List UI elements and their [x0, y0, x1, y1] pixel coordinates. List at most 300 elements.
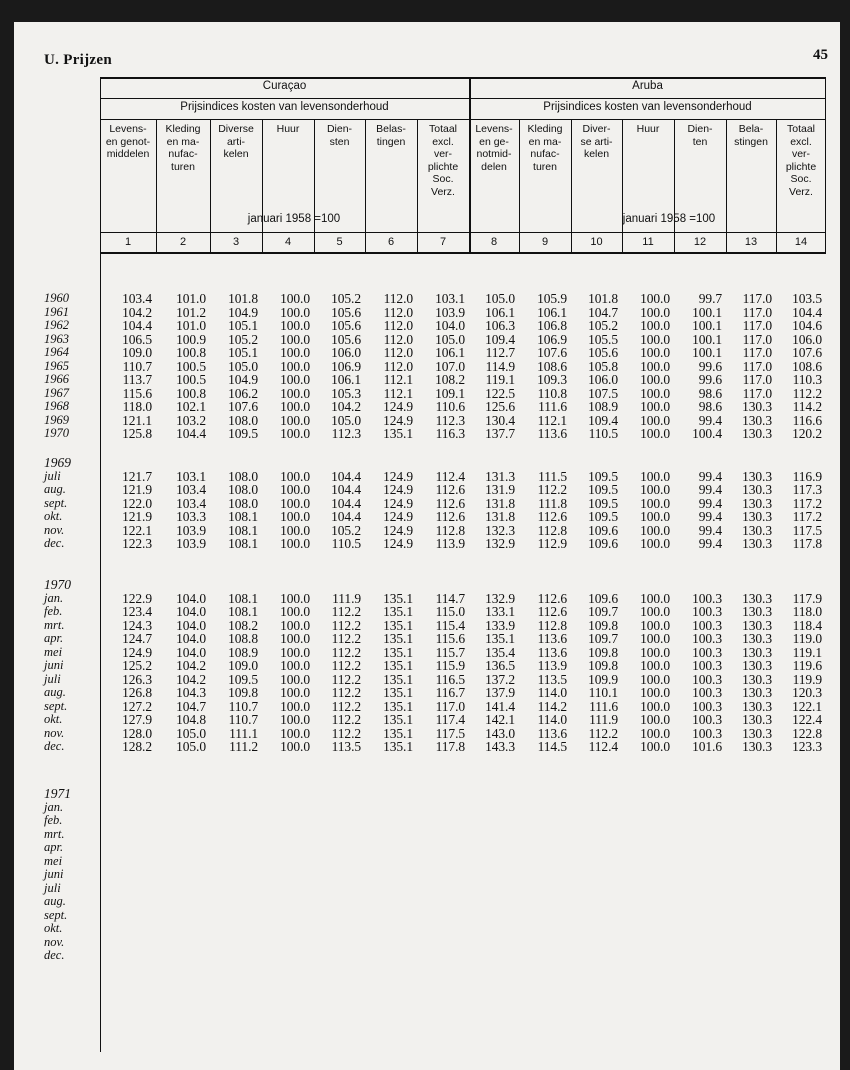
table-cell: 122.1 — [122, 522, 152, 538]
table-cell: 112.0 — [383, 358, 413, 374]
table-cell: 100.0 — [640, 590, 670, 606]
column-number: 12 — [693, 236, 707, 248]
table-cell: 99.7 — [698, 291, 722, 306]
table-cell: 117.3 — [792, 482, 822, 497]
table-cell: 102.1 — [176, 399, 206, 414]
column-header: Bela- stingen — [734, 123, 768, 148]
table-cell: 123.4 — [122, 604, 152, 619]
table-cell: 117.8 — [435, 739, 465, 754]
table-cell: 143.3 — [485, 739, 515, 754]
table-cell: 100.0 — [280, 644, 310, 660]
table-cell: 130.3 — [742, 426, 772, 441]
column-header: Totaal excl. ver- plichte Soc. Verz. — [427, 123, 459, 198]
table-cell: 109.7 — [588, 604, 618, 619]
table-cell: 115.6 — [122, 385, 152, 401]
table-cell: 105.6 — [331, 304, 361, 320]
rule-line — [100, 77, 826, 79]
table-cell: 124.9 — [383, 468, 413, 484]
table-cell: 112.2 — [331, 725, 361, 741]
table-cell: 108.9 — [228, 644, 258, 660]
table-cell: 109.6 — [588, 590, 618, 606]
table-cell: 124.9 — [383, 509, 413, 524]
table-cell: 112.6 — [537, 604, 567, 619]
table-cell: 100.0 — [280, 468, 310, 484]
table-cell: 106.3 — [485, 318, 515, 333]
table-cell: 121.1 — [122, 412, 152, 428]
table-cell: 110.1 — [588, 685, 618, 700]
table-cell: 112.0 — [383, 318, 413, 333]
table-cell: 112.8 — [537, 617, 567, 633]
table-cell: 105.6 — [331, 331, 361, 347]
table-cell: 116.7 — [435, 685, 465, 700]
table-cell: 100.9 — [176, 331, 206, 347]
table-cell: 101.0 — [176, 318, 206, 333]
table-cell: 100.0 — [640, 522, 670, 538]
row-label: mei — [44, 644, 63, 659]
table-cell: 113.9 — [435, 536, 465, 551]
table-cell: 109.8 — [588, 644, 618, 660]
row-label: juni — [44, 658, 64, 672]
table-cell: 130.3 — [742, 412, 772, 428]
table-cell: 104.4 — [331, 495, 361, 511]
table-cell: 100.8 — [176, 385, 206, 401]
column-header: Kleding en ma- nufac- turen — [165, 123, 201, 173]
table-cell: 114.9 — [485, 358, 515, 374]
table-cell: 112.0 — [383, 345, 413, 360]
table-cell: 112.2 — [331, 671, 361, 687]
table-cell: 100.0 — [280, 522, 310, 538]
table-cell: 112.2 — [792, 385, 822, 401]
table-cell: 108.0 — [228, 495, 258, 511]
table-cell: 135.1 — [485, 631, 515, 646]
table-cell: 104.0 — [176, 590, 206, 606]
row-label: apr. — [44, 631, 64, 645]
table-cell: 100.3 — [692, 617, 722, 633]
table-cell: 109.5 — [228, 671, 258, 687]
table-cell: 104.0 — [176, 644, 206, 660]
table-cell: 106.2 — [228, 385, 258, 401]
table-cell: 100.0 — [280, 590, 310, 606]
column-number: 3 — [232, 236, 240, 248]
rule-line — [100, 77, 101, 1052]
table-cell: 135.1 — [383, 739, 413, 754]
column-header: Huur — [276, 123, 300, 135]
table-cell: 112.2 — [331, 604, 361, 619]
table-cell: 100.0 — [640, 482, 670, 497]
table-cell: 100.1 — [692, 318, 722, 333]
table-cell: 100.0 — [280, 372, 310, 387]
row-label: jan. — [44, 590, 64, 605]
table-cell: 108.8 — [228, 631, 258, 646]
table-cell: 135.1 — [383, 590, 413, 606]
table-cell: 111.2 — [229, 739, 258, 754]
table-cell: 100.0 — [280, 617, 310, 633]
table-cell: 130.3 — [742, 468, 772, 484]
table-cell: 104.4 — [792, 304, 822, 320]
table-cell: 109.5 — [588, 509, 618, 524]
table-cell: 108.1 — [228, 536, 258, 551]
column-header: Diver- se arti- kelen — [580, 123, 613, 160]
table-cell: 105.6 — [331, 318, 361, 333]
table-cell: 104.4 — [122, 318, 152, 333]
table-cell: 125.6 — [485, 399, 515, 414]
table-cell: 109.0 — [122, 345, 152, 360]
column-number: 14 — [794, 236, 808, 248]
table-cell: 108.6 — [792, 358, 822, 374]
table-cell: 100.0 — [640, 318, 670, 333]
table-cell: 99.4 — [698, 536, 722, 551]
table-cell: 101.8 — [588, 291, 618, 306]
table-cell: 108.0 — [228, 412, 258, 428]
row-label: mei — [44, 853, 63, 868]
table-cell: 123.3 — [792, 739, 822, 754]
row-label: feb. — [44, 813, 63, 827]
table-cell: 130.3 — [742, 671, 772, 687]
table-cell: 115.7 — [435, 644, 465, 660]
table-cell: 106.0 — [588, 372, 618, 387]
table-cell: 132.9 — [485, 536, 515, 551]
table-cell: 130.3 — [742, 658, 772, 673]
table-cell: 130.3 — [742, 604, 772, 619]
row-label: aug. — [44, 894, 66, 908]
table-cell: 100.5 — [176, 358, 206, 374]
column-number: 4 — [284, 236, 292, 248]
table-cell: 106.9 — [331, 358, 361, 374]
table-cell: 100.0 — [280, 495, 310, 511]
table-cell: 113.5 — [331, 739, 361, 754]
table-cell: 105.0 — [485, 291, 515, 306]
table-cell: 104.4 — [331, 468, 361, 484]
table-cell: 100.0 — [640, 644, 670, 660]
column-number: 5 — [336, 236, 343, 248]
table-cell: 103.1 — [176, 468, 206, 484]
table-cell: 135.1 — [383, 617, 413, 633]
table-cell: 109.7 — [588, 631, 618, 646]
table-cell: 101.2 — [176, 304, 206, 320]
table-cell: 122.4 — [792, 712, 822, 727]
table-cell: 104.4 — [331, 482, 361, 497]
table-cell: 105.0 — [331, 412, 361, 428]
table-cell: 107.6 — [792, 345, 822, 360]
table-cell: 112.6 — [537, 509, 567, 524]
column-number: 8 — [490, 236, 498, 248]
table-cell: 130.3 — [742, 739, 772, 754]
table-cell: 130.3 — [742, 522, 772, 538]
table-cell: 100.0 — [640, 685, 670, 700]
table-cell: 128.2 — [122, 739, 152, 754]
table-cell: 132.9 — [485, 590, 515, 606]
table-cell: 124.9 — [383, 482, 413, 497]
table-cell: 105.2 — [331, 522, 361, 538]
table-cell: 124.9 — [383, 536, 413, 551]
table-cell: 107.5 — [588, 385, 618, 401]
table-cell: 113.5 — [537, 671, 567, 687]
table-cell: 108.0 — [228, 482, 258, 497]
table-cell: 108.0 — [228, 468, 258, 484]
table-cell: 108.1 — [228, 590, 258, 606]
table-cell: 133.1 — [485, 604, 515, 619]
table-cell: 122.1 — [792, 698, 822, 714]
column-number: 6 — [387, 236, 395, 248]
table-cell: 100.0 — [280, 712, 310, 727]
table-cell: 114.0 — [537, 685, 567, 700]
table-cell: 113.9 — [537, 658, 567, 673]
table-cell: 100.0 — [280, 385, 310, 401]
table-cell: 101.0 — [176, 291, 206, 306]
table-cell: 131.3 — [485, 468, 515, 484]
table-cell: 100.3 — [692, 590, 722, 606]
table-cell: 114.7 — [435, 590, 465, 606]
table-cell: 100.0 — [640, 495, 670, 511]
table-cell: 130.3 — [742, 536, 772, 551]
table-cell: 130.3 — [742, 712, 772, 727]
table-cell: 118.0 — [122, 399, 152, 414]
table-cell: 130.3 — [742, 590, 772, 606]
table-cell: 128.0 — [122, 725, 152, 741]
table-cell: 100.0 — [640, 658, 670, 673]
table-cell: 106.1 — [537, 304, 567, 320]
table-cell: 109.5 — [588, 482, 618, 497]
table-cell: 100.0 — [280, 739, 310, 754]
table-cell: 103.9 — [176, 536, 206, 551]
table-cell: 117.5 — [435, 725, 465, 741]
table-cell: 105.2 — [228, 331, 258, 347]
table-cell: 119.6 — [792, 658, 822, 673]
table-cell: 100.0 — [640, 604, 670, 619]
row-label: sept. — [44, 907, 68, 922]
table-cell: 130.3 — [742, 698, 772, 714]
table-cell: 105.2 — [331, 291, 361, 306]
table-cell: 112.1 — [383, 372, 413, 387]
table-cell: 108.1 — [228, 604, 258, 619]
row-label: sept. — [44, 698, 68, 713]
table-cell: 100.3 — [692, 631, 722, 646]
table-cell: 104.6 — [792, 318, 822, 333]
table-cell: 99.4 — [698, 468, 722, 484]
table-cell: 103.9 — [176, 522, 206, 538]
table-cell: 135.4 — [485, 644, 515, 660]
row-label: aug. — [44, 482, 66, 496]
row-label: okt. — [44, 509, 63, 523]
table-cell: 103.9 — [435, 304, 465, 320]
table-cell: 104.2 — [176, 658, 206, 673]
table-cell: 130.3 — [742, 617, 772, 633]
table-cell: 135.1 — [383, 712, 413, 727]
table-cell: 100.0 — [280, 604, 310, 619]
table-cell: 109.3 — [537, 372, 567, 387]
table-cell: 120.2 — [792, 426, 822, 441]
table-cell: 112.6 — [435, 482, 465, 497]
table-cell: 130.3 — [742, 482, 772, 497]
table-cell: 106.8 — [537, 318, 567, 333]
table-cell: 105.0 — [176, 739, 206, 754]
table-cell: 100.0 — [640, 399, 670, 414]
table-cell: 104.8 — [176, 712, 206, 727]
table-cell: 100.3 — [692, 644, 722, 660]
table-cell: 112.8 — [537, 522, 567, 538]
table-cell: 112.2 — [331, 698, 361, 714]
column-number: 11 — [642, 236, 654, 248]
rule-line — [100, 232, 826, 233]
table-cell: 122.9 — [122, 590, 152, 606]
subtitle-curacao: Prijsindices kosten van levensonderhoud — [180, 101, 389, 113]
row-label: jan. — [44, 799, 64, 814]
table-cell: 112.2 — [537, 482, 567, 497]
section-year-label: 1971 — [44, 786, 71, 801]
table-cell: 100.0 — [640, 291, 670, 306]
table-cell: 116.9 — [792, 468, 822, 484]
table-cell: 104.0 — [176, 617, 206, 633]
table-cell: 98.6 — [698, 399, 722, 414]
table-cell: 112.7 — [485, 345, 515, 360]
table-cell: 124.9 — [383, 495, 413, 511]
table-cell: 121.9 — [122, 509, 152, 524]
table-cell: 100.3 — [692, 725, 722, 741]
table-cell: 117.0 — [742, 304, 772, 320]
table-cell: 103.2 — [176, 412, 206, 428]
table-cell: 99.4 — [698, 522, 722, 538]
table-cell: 108.1 — [228, 509, 258, 524]
table-cell: 135.1 — [383, 685, 413, 700]
row-label: 1961 — [44, 304, 69, 319]
row-label: mrt. — [44, 826, 65, 841]
table-cell: 135.1 — [383, 604, 413, 619]
table-cell: 100.0 — [280, 399, 310, 414]
table-cell: 109.8 — [588, 617, 618, 633]
table-cell: 104.7 — [176, 698, 206, 714]
table-cell: 124.7 — [122, 631, 152, 646]
column-header: Levens- en genot- middelen — [105, 123, 151, 160]
table-cell: 117.4 — [435, 712, 465, 727]
table-cell: 100.0 — [280, 426, 310, 441]
table-cell: 112.4 — [435, 468, 465, 484]
table-cell: 109.5 — [228, 426, 258, 441]
table-cell: 105.1 — [228, 345, 258, 360]
table-cell: 135.1 — [383, 698, 413, 714]
row-label: 1965 — [44, 358, 69, 373]
table-cell: 112.3 — [435, 412, 465, 428]
table-cell: 100.3 — [692, 712, 722, 727]
table-cell: 113.6 — [537, 725, 567, 741]
table-cell: 117.2 — [792, 495, 822, 511]
table-cell: 100.3 — [692, 671, 722, 687]
table-cell: 130.3 — [742, 399, 772, 414]
table-cell: 99.4 — [698, 482, 722, 497]
table-cell: 100.0 — [640, 671, 670, 687]
table-cell: 131.8 — [485, 495, 515, 511]
row-label: dec. — [44, 536, 65, 550]
table-cell: 119.9 — [792, 671, 822, 687]
table-cell: 126.8 — [122, 685, 152, 700]
table-cell: 118.4 — [792, 617, 822, 633]
table-cell: 135.1 — [383, 658, 413, 673]
table-cell: 114.2 — [792, 399, 822, 414]
table-cell: 117.0 — [742, 385, 772, 401]
table-cell: 111.5 — [538, 468, 567, 484]
table-cell: 104.2 — [331, 399, 361, 414]
rule-line — [100, 98, 826, 99]
row-label: juni — [44, 867, 64, 881]
table-cell: 124.9 — [122, 644, 152, 660]
table-cell: 109.5 — [588, 495, 618, 511]
table-cell: 109.8 — [228, 685, 258, 700]
table-cell: 130.3 — [742, 644, 772, 660]
table-cell: 100.0 — [280, 671, 310, 687]
column-header: Levens- en ge- notmid- delen — [475, 123, 513, 173]
table-cell: 104.4 — [331, 509, 361, 524]
table-cell: 114.2 — [537, 698, 567, 714]
table-cell: 109.4 — [588, 412, 618, 428]
table-cell: 104.9 — [228, 304, 258, 320]
table-cell: 109.4 — [485, 331, 515, 347]
table-cell: 100.3 — [692, 698, 722, 714]
table-cell: 100.0 — [640, 358, 670, 374]
table-cell: 117.0 — [742, 372, 772, 387]
table-cell: 106.0 — [331, 345, 361, 360]
table-cell: 115.0 — [435, 604, 465, 619]
table-cell: 100.3 — [692, 685, 722, 700]
table-cell: 135.1 — [383, 725, 413, 741]
table-cell: 108.1 — [228, 522, 258, 538]
table-cell: 100.3 — [692, 604, 722, 619]
table-cell: 111.6 — [538, 399, 567, 414]
table-cell: 100.0 — [640, 725, 670, 741]
table-cell: 117.9 — [792, 590, 822, 606]
table-cell: 100.0 — [640, 345, 670, 360]
table-cell: 100.0 — [280, 631, 310, 646]
table-cell: 100.0 — [280, 358, 310, 374]
table-cell: 100.3 — [692, 658, 722, 673]
table-cell: 111.6 — [589, 698, 618, 714]
table-cell: 100.0 — [640, 331, 670, 347]
table-cell: 115.4 — [435, 617, 465, 633]
table-cell: 100.0 — [640, 617, 670, 633]
table-cell: 99.6 — [698, 358, 722, 374]
table-cell: 111.9 — [332, 590, 361, 606]
table-cell: 117.0 — [742, 331, 772, 347]
table-cell: 108.9 — [588, 399, 618, 414]
table-cell: 100.1 — [692, 331, 722, 347]
table-cell: 112.1 — [383, 385, 413, 401]
table-cell: 125.2 — [122, 658, 152, 673]
table-cell: 142.1 — [485, 712, 515, 727]
row-label: 1963 — [44, 331, 69, 346]
table-cell: 112.8 — [435, 522, 465, 538]
column-number: 9 — [541, 236, 549, 248]
table-cell: 104.3 — [176, 685, 206, 700]
table-cell: 117.0 — [742, 345, 772, 360]
table-cell: 103.4 — [122, 291, 152, 306]
table-cell: 100.0 — [280, 509, 310, 524]
table-cell: 100.0 — [640, 739, 670, 754]
table-cell: 100.0 — [280, 536, 310, 551]
table-cell: 112.2 — [331, 631, 361, 646]
table-cell: 117.8 — [792, 536, 822, 551]
table-cell: 110.5 — [331, 536, 361, 551]
table-cell: 109.6 — [588, 536, 618, 551]
table-cell: 132.3 — [485, 522, 515, 538]
table-cell: 119.1 — [485, 372, 515, 387]
table-cell: 100.0 — [280, 331, 310, 347]
table-cell: 100.0 — [280, 482, 310, 497]
table-cell: 105.1 — [228, 318, 258, 333]
table-cell: 105.2 — [588, 318, 618, 333]
row-label: nov. — [44, 725, 65, 740]
column-header: Totaal excl. ver- plichte Soc. Verz. — [785, 123, 817, 198]
table-cell: 107.6 — [537, 345, 567, 360]
column-number: 13 — [744, 236, 758, 248]
table-cell: 100.0 — [640, 698, 670, 714]
